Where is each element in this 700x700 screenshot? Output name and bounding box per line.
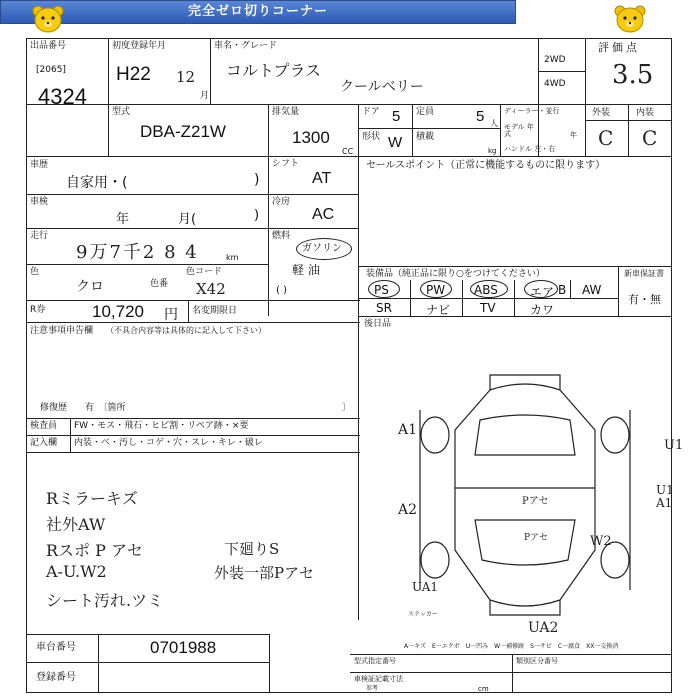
inspection-month: 月(	[178, 212, 197, 227]
shape-label: 形状	[362, 132, 381, 142]
checker-row2: 内装・べ・汚し・コゲ・穴・スレ・キレ・破レ	[74, 438, 263, 448]
category-label: 類別区分番号	[516, 657, 558, 665]
equipment-label: 装備品（純正品に限り○をつけてください）	[366, 269, 545, 279]
shift-value: AT	[312, 170, 332, 187]
first-reg-month-unit: 月	[200, 91, 210, 101]
note-right: 下廻りS	[224, 540, 280, 558]
mark-small1: ステッカー	[408, 611, 438, 618]
ref-label: 参考	[366, 685, 379, 692]
model-label: 型式	[112, 107, 131, 117]
interior-grade: C	[642, 126, 658, 150]
fuel-gas: ガソリン	[302, 243, 342, 254]
ac-label: 冷房	[272, 197, 291, 207]
warranty-label: 新車保証書	[624, 269, 664, 278]
capacity-label: 定員	[416, 107, 435, 117]
equip-ps: PS	[374, 283, 389, 297]
equip-aw: AW	[582, 283, 602, 297]
year-unit: 年	[570, 131, 577, 139]
load-label: 積載	[416, 132, 435, 142]
transfer-label: 名変期限日	[192, 306, 238, 316]
dealer-label: ディーラー・並行	[504, 107, 560, 115]
car-name: コルトプラス	[226, 61, 322, 80]
color-label: 色	[30, 267, 40, 277]
capacity-unit: 人	[490, 119, 498, 128]
inspection-year: 年	[116, 212, 130, 227]
handle-label: ハンドル 左・右	[504, 145, 556, 153]
recycle-unit: 円	[164, 307, 178, 323]
color-value: クロ	[76, 279, 104, 295]
bear-mascot-icon	[30, 4, 66, 34]
fuel-gas-circle	[296, 238, 352, 260]
checker-row1: FW・モス・飛石・ヒビ割・リペア跡・×要	[74, 421, 249, 431]
mark-a1: A1	[398, 422, 418, 438]
equip-sr: SR	[376, 301, 392, 315]
equip-abs-circle	[470, 280, 508, 298]
equip-leather: カワ	[530, 303, 555, 317]
lot-number: 4324	[38, 84, 87, 109]
history-label: 車歴	[30, 160, 49, 170]
recycle-label: R券	[30, 305, 46, 315]
color-code-label: 色コード	[186, 267, 223, 277]
exterior-label: 外装	[592, 108, 611, 118]
exterior-grade: C	[598, 126, 614, 150]
model-year-label: モデル 年式	[504, 123, 534, 138]
color-code: X42	[196, 280, 226, 298]
load-unit: kg	[488, 147, 497, 155]
drive-2wd: 2WD	[544, 55, 566, 65]
bear-mascot-icon	[612, 4, 648, 34]
mark-u1: U1	[664, 438, 684, 453]
first-reg-era: H22	[116, 64, 151, 85]
equip-air: エア	[530, 285, 555, 299]
equip-air-circle	[524, 280, 558, 298]
ac-value: AC	[312, 206, 335, 223]
shift-label: シフト	[272, 159, 300, 169]
checker-label1: 検査員	[30, 421, 58, 431]
chassis-value: 0701988	[150, 638, 217, 657]
mark-w2: W2	[590, 534, 612, 549]
notes-label: 注意事項申告欄	[30, 326, 94, 336]
warranty-value: 有・無	[628, 293, 661, 306]
header-title: 完全ゼロ切りコーナー	[0, 0, 516, 24]
note-line: 社外AW	[46, 515, 106, 534]
note-line: Rミラーキズ	[46, 489, 138, 508]
cm-label: cm	[478, 685, 489, 693]
history-value: 自家用・(	[66, 175, 128, 191]
equip-pw-circle	[420, 280, 452, 298]
equip-abs: ABS	[474, 283, 498, 297]
interior-label: 内装	[636, 108, 655, 118]
car-name-label: 車名・グレード	[214, 41, 278, 51]
recycle-value: 10,720	[92, 302, 144, 321]
registration-label: 登録番号	[36, 672, 76, 683]
car-grade: クールベリー	[340, 79, 424, 95]
mark-pase1: Pアセ	[522, 496, 549, 507]
fuel-diesel: 軽 油	[292, 263, 320, 277]
sales-point-label: セールスポイント（正常に機能するものに限ります）	[366, 160, 606, 171]
dims-label: 車検証記載寸法	[354, 675, 403, 683]
mark-a2: A2	[398, 502, 418, 518]
inspection-close: )	[254, 208, 260, 223]
mark-ua1: UA1	[412, 580, 439, 594]
mark-u1a1: U1 A1	[656, 483, 674, 511]
equip-tv: TV	[480, 301, 496, 315]
mileage-label: 走行	[30, 231, 49, 241]
damage-legend: A一キズ E一エクボ U一凹み W一補修跡 S一サビ C一腐食 XX一交換済	[404, 643, 619, 650]
mileage-unit: km	[226, 253, 239, 262]
color-no-label: 色番	[150, 279, 169, 289]
history-close: )	[254, 172, 260, 188]
lot-small: [2065]	[36, 65, 66, 75]
note-line: シート汚れ.ツミ	[46, 591, 164, 610]
first-reg-label: 初度登録年月	[112, 41, 167, 51]
equip-navi: ナビ	[426, 303, 451, 317]
drive-4wd: 4WD	[544, 79, 566, 89]
checker-label2: 記入欄	[30, 438, 58, 448]
equip-pw: PW	[426, 283, 446, 297]
notes-close: 〕	[342, 403, 352, 413]
equip-ps-circle	[368, 280, 400, 298]
note-line: Rスポ P アセ	[46, 541, 143, 560]
capacity-value: 5	[476, 108, 485, 125]
fuel-label: 燃料	[272, 231, 291, 241]
equip-b: B	[558, 283, 567, 297]
mark-pase2: Pアセ	[524, 533, 548, 543]
note-right: 外装一部Pアセ	[214, 564, 314, 582]
model-spec-label: 型式指定番号	[354, 657, 396, 665]
notes-sub: （不具合内容等は具体的に記入して下さい）	[106, 326, 266, 335]
first-reg-month: 12	[176, 68, 196, 86]
mileage-value: 9万7千2 8 4	[76, 242, 199, 263]
inspection-label: 車検	[30, 197, 49, 207]
displacement-value: 1300	[292, 128, 330, 147]
model-value: DBA-Z21W	[140, 122, 226, 141]
notes-repair: 修復歴 有 〔箇所	[40, 403, 126, 413]
note-line: A-U.W2	[46, 562, 107, 581]
doors-value: 5	[392, 108, 401, 125]
score-label: 評価点	[598, 41, 640, 54]
mark-ua2: UA2	[528, 620, 559, 636]
rear-seat-label: 後日品	[364, 319, 392, 329]
score-value: 3.5	[612, 60, 654, 90]
doors-label: ドア	[362, 107, 380, 117]
lot-label: 出品番号	[30, 41, 67, 51]
displacement-unit: CC	[342, 147, 354, 156]
chassis-label: 車台番号	[36, 642, 76, 653]
shape-value: W	[388, 134, 403, 151]
displacement-label: 排気量	[272, 107, 300, 117]
fuel-paren: ( )	[276, 285, 287, 296]
